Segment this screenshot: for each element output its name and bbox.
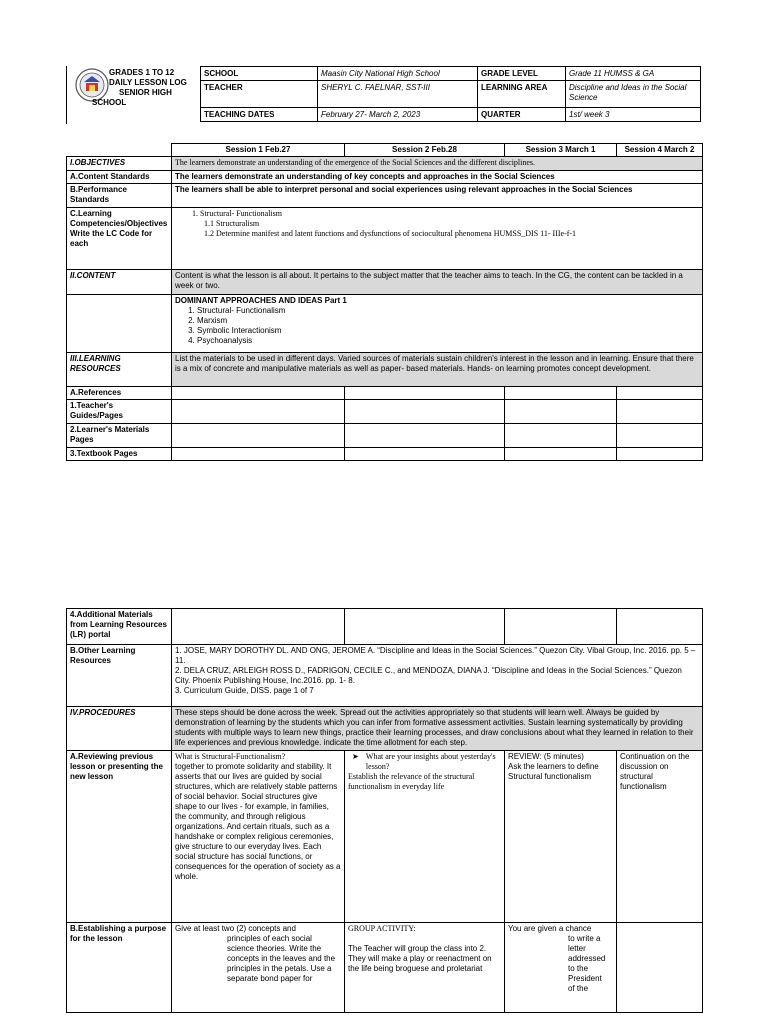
procedure-a-question: What is Structural-Functionalism?	[175, 752, 286, 761]
log-title-line-2: DAILY LESSON LOG	[109, 78, 187, 87]
area-value: Discipline and Ideas in the Social Science	[566, 81, 701, 108]
content-list	[172, 295, 703, 353]
session-4-header: Session 4 March 2	[617, 144, 703, 157]
competency-item-3: 1.2 Determine manifest and latent functions and dysfunctions of sociocultural phenomena HUMSS_DIS 11- IIIe-f-1	[204, 229, 577, 238]
objectives-label: I.OBJECTIVES	[67, 157, 172, 171]
group-activity-text: The Teacher will group the class into 2. They will make a play or reenactment on the life being broguese and proletariat	[348, 944, 492, 973]
other-resource-3: 3. Curriculum Guide, DISS. page 1 of 7	[175, 686, 314, 695]
performance-standards-label: B.Performance Standards	[67, 184, 172, 208]
procedures-note: These steps should be done across the week. Spread out the activities appropriately so that students will learn well. Always be guided by demonstration of learning by the students which you can infer from formative assessment activities. Sustain learning systematically by providing students with multiple ways to learn new things, practice their learning processes, and draw conclusions about what they learned in relation to their life experiences and previous knowledge. indicate the time allotment for each step.	[172, 707, 703, 751]
content-standards-text: The learners demonstrate an understanding of key concepts and approaches in the Social Sciences	[172, 171, 703, 184]
resources-note: List the materials to be used in different days. Varied sources of materials sustain children's interest in the lesson and in learning. Ensure that there is a mix of concrete and manipulative materials as well as paper- based materials. Hands- on learning promotes concept development.	[172, 353, 703, 387]
session-1-header: Session 1 Feb.27	[172, 144, 345, 157]
grade-value: Grade 11 HUMSS & GA	[566, 67, 701, 81]
competencies-label: C.Learning Competencies/Objectives Write the LC Code for each	[67, 208, 172, 270]
references-label: A.References	[67, 387, 172, 400]
procedures-label: IV.PROCEDURES	[67, 707, 172, 751]
procedure-a-session-4: Continuation on the discussion on structural functionalism	[617, 751, 703, 923]
area-label: LEARNING AREA	[478, 81, 566, 108]
seal-icon	[75, 68, 109, 102]
session-3-header: Session 3 March 1	[505, 144, 617, 157]
learners-materials-label: 2.Learner's Materials Pages	[67, 424, 172, 448]
grade-label: GRADE LEVEL	[478, 67, 566, 81]
content-items	[175, 306, 699, 346]
competency-item-2: 1.1 Structuralism	[204, 219, 260, 228]
log-title-line-3: SENIOR HIGH	[119, 88, 172, 97]
log-title-line-1: GRADES 1 TO 12	[109, 68, 175, 77]
competencies-text	[172, 208, 703, 270]
procedure-a-session-3	[505, 751, 617, 923]
header-table	[200, 66, 701, 122]
other-resources-label: B.Other Learning Resources	[67, 645, 172, 707]
logo-block	[66, 66, 202, 124]
content-note: Content is what the lesson is all about. It pertains to the subject matter that the teacher aims to teach. In the CG, the content can be tackled in a week or two.	[172, 270, 703, 295]
procedure-b-session-1: Give at least two (2) concepts and principles of each social science theories. Write the concepts in the leaves and the principles in the petals. Use a separate bond paper for	[172, 923, 345, 1013]
ask-learners-line: Ask the learners to define	[508, 762, 599, 771]
procedure-b-session-2	[345, 923, 505, 1013]
dates-label: TEACHING DATES	[201, 108, 318, 122]
other-resources-list	[172, 645, 703, 707]
other-resource-2: 2. DELA CRUZ, ARLEIGH ROSS D., FADRIGON, CECILE C., and MENDOZA, DIANA J. “Discipline and Ideas in the Social Sciences.” Quezon City. Phoenix Publishing House, Inc.2016. pp. 1- 8.	[175, 666, 682, 685]
school-label: SCHOOL	[201, 67, 318, 81]
teachers-guides-label: 1.Teacher's Guides/Pages	[67, 400, 172, 424]
procedure-a-insight-question: What are your insights about yesterday's lesson?	[365, 752, 496, 771]
procedure-a-explanation: together to promote solidarity and stability. It asserts that our lives are guided by social structures, which are relatively stable patterns of social behavior. Social structures give shape to our lives - for example, in families, the community, and through religious organizations. And certain rituals, such as a handshake or complex religious ceremonies, give structure to our everyday lives. Each social structure has social functions, or consequences for the operation of society as a whole.	[175, 762, 341, 881]
content-item: 3. Symbolic Interactionism	[197, 326, 699, 336]
resources-label: III.LEARNING RESOURCES	[67, 353, 172, 387]
textbook-label: 3.Textbook Pages	[67, 448, 172, 461]
competency-item-1: 1. Structural- Functionalism	[192, 209, 282, 218]
procedure-a-relevance: Establish the relevance of the structural functionalism in everyday life	[348, 772, 475, 791]
quarter-value: 1st/ week 3	[566, 108, 701, 122]
procedure-a-session-1	[172, 751, 345, 923]
procedure-a-session-2	[345, 751, 505, 923]
procedure-b-label: B.Establishing a purpose for the lesson	[67, 923, 172, 1013]
review-line: REVIEW: (5 minutes)	[508, 752, 584, 761]
content-label: II.CONTENT	[67, 270, 172, 295]
quarter-label: QUARTER	[478, 108, 566, 122]
teacher-label: TEACHER	[201, 81, 318, 108]
log-title-line-4: SCHOOL	[92, 98, 127, 107]
additional-materials-label: 4.Additional Materials from Learning Resources (LR) portal	[67, 609, 172, 645]
teacher-value: SHERYL C. FAELNAR, SST-III	[318, 81, 478, 108]
content-item: 4. Psychoanalysis	[197, 336, 699, 346]
lesson-table-page-2	[66, 608, 703, 1013]
objectives-text: The learners demonstrate an understanding of the emergence of the Social Sciences and the different disciplines.	[172, 157, 703, 171]
lesson-table-page-1	[66, 143, 703, 461]
content-item: 2. Marxism	[197, 316, 699, 326]
dates-value: February 27- March 2, 2023	[318, 108, 478, 122]
group-activity-title: GROUP ACTIVITY:	[348, 924, 416, 933]
content-item: 1. Structural- Functionalism	[197, 306, 699, 316]
session-2-header: Session 2 Feb.28	[345, 144, 505, 157]
content-heading: DOMINANT APPROACHES AND IDEAS Part 1	[175, 296, 347, 305]
arrow-bullet-icon: ➤	[352, 752, 359, 761]
procedure-b-session-3: You are given a chance to write a letter addressed to the President of the	[505, 923, 617, 1013]
content-standards-label: A.Content Standards	[67, 171, 172, 184]
other-resource-1: 1. JOSE, MARY DOROTHY DL. AND ONG, JEROME A. “Discipline and Ideas in the Social Sciences.” Quezon City. Vibal Group, Inc. 2016. pp. 5 – 11.	[175, 646, 696, 665]
procedure-a-label: A.Reviewing previous lesson or presenting the new lesson	[67, 751, 172, 923]
school-value: Maasin City National High School	[318, 67, 478, 81]
structural-functionalism-line: Structural functionalism	[508, 772, 592, 781]
performance-standards-text: The learners shall be able to interpret personal and social experiences using relevant approaches in the Social Sciences	[172, 184, 703, 208]
